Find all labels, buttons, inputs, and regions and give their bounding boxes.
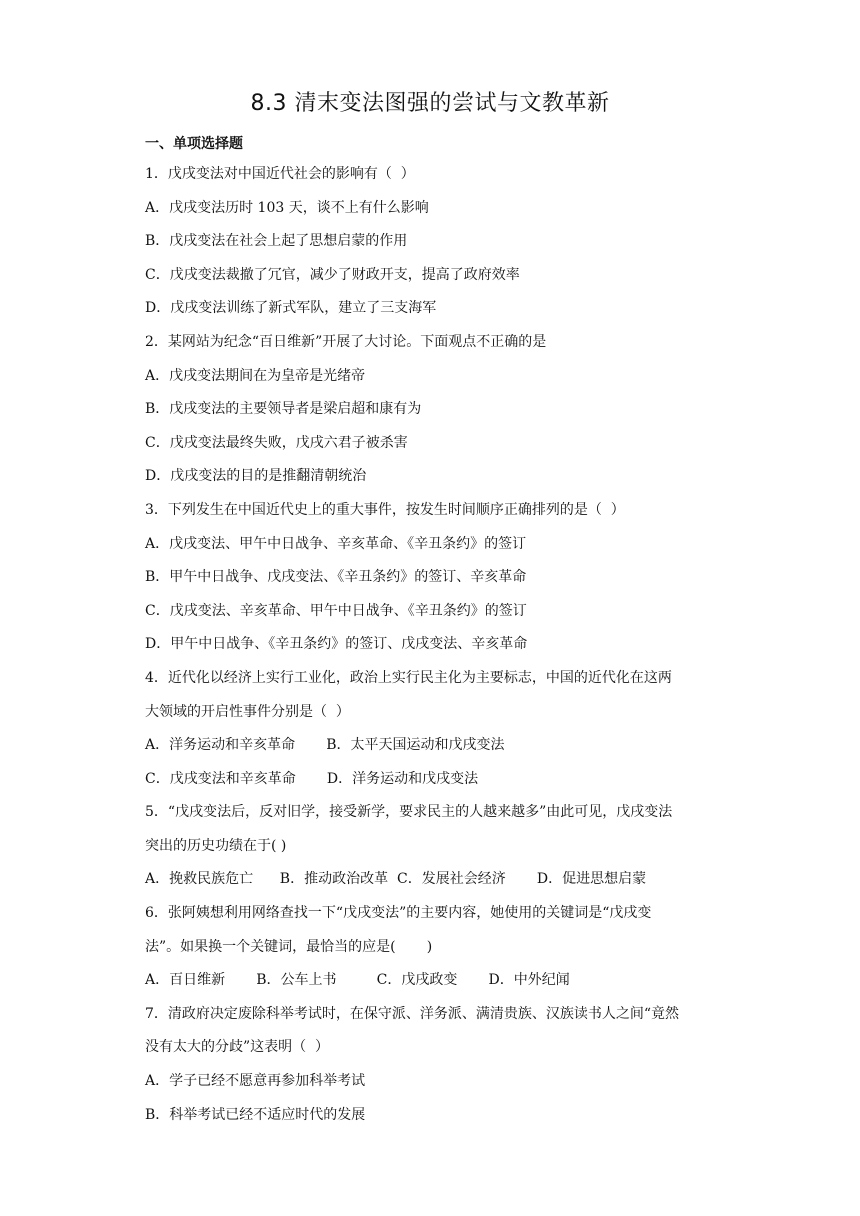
line-text: 突出的历史功绩在于( ) (145, 837, 287, 854)
line-text: 2．某网站为纪念“百日维新”开展了大讨论。下面观点不正确的是 (145, 333, 547, 350)
line-text: C．戊戌变法最终失败，戊戌六君子被杀害 (145, 434, 408, 451)
text-line (145, 628, 725, 662)
text-line (145, 225, 725, 259)
line-text: A．学子已经不愿意再参加科举考试 (145, 1073, 366, 1090)
text-line (145, 561, 725, 595)
text-line (145, 964, 725, 998)
line-text: D．戊戌变法训练了新式军队，建立了三支海军 (145, 300, 437, 317)
text-line (145, 292, 725, 326)
line-text: A．戊戌变法历时 103 天，谈不上有什么影响 (145, 199, 429, 216)
text-line (145, 729, 725, 763)
line-text: A．洋务运动和辛亥革命 B．太平天国运动和戊戌变法 (145, 737, 505, 754)
line-text: 4．近代化以经济上实行工业化，政治上实行民主化为主要标志，中国的近代化在这两 (145, 669, 672, 686)
line-text: C．戊戌变法和辛亥革命 D．洋务运动和戊戌变法 (145, 770, 479, 787)
text-line (145, 259, 725, 293)
text-line (145, 1031, 725, 1065)
text-line (145, 763, 725, 797)
text-line (145, 1099, 725, 1133)
line-text: C．戊戌变法、辛亥革命、甲午中日战争、《辛丑条约》的签订 (145, 602, 527, 619)
line-text: A．百日维新 B．公车上书 C．戊戌政变 D．中外纪闻 (145, 972, 570, 989)
text-line (145, 696, 725, 730)
text-line (145, 863, 725, 897)
text-line (145, 1065, 725, 1099)
text-line (145, 192, 725, 226)
line-text: B．戊戌变法在社会上起了思想启蒙的作用 (145, 233, 408, 250)
line-text: 6．张阿姨想利用网络查找一下“戊戌变法”的主要内容，她使用的关键词是“戊戌变 (145, 905, 652, 922)
text-line (145, 595, 725, 629)
text-line (145, 460, 725, 494)
line-text: A．戊戌变法、甲午中日战争、辛亥革命、《辛丑条约》的签订 (145, 535, 527, 552)
line-text: 5．“戊戌变法后，反对旧学，接受新学，要求民主的人越来越多”由此可见，戊戌变法 (145, 804, 673, 821)
text-line (145, 393, 725, 427)
line-text: D．戊戌变法的目的是推翻清朝统治 (145, 468, 367, 485)
text-line (145, 931, 725, 965)
text-line (145, 796, 725, 830)
line-text: 7．清政府决定废除科举考试时，在保守派、洋务派、满清贵族、汉族读书人之间“竟然 (145, 1005, 680, 1022)
text-line (145, 360, 725, 394)
line-text: 没有太大的分歧”这表明（ ） (145, 1039, 330, 1056)
line-text: 3．下列发生在中国近代史上的重大事件，按发生时间顺序正确排列的是（ ） (145, 501, 625, 518)
line-text: 1．戊戌变法对中国近代社会的影响有（ ） (145, 166, 415, 182)
line-text: 大领域的开启性事件分别是（ ） (145, 703, 350, 720)
text-line (145, 326, 725, 360)
text-line (145, 830, 725, 864)
text-line (145, 662, 725, 696)
line-text: 法”。如果换一个关键词，最恰当的应是( ) (145, 938, 433, 955)
question-list (145, 158, 725, 1132)
text-line (145, 158, 725, 192)
line-text: A．戊戌变法期间在为皇帝是光绪帝 (145, 367, 366, 384)
line-text: C．戊戌变法裁撤了冗官，减少了财政开支，提高了政府效率 (145, 266, 520, 283)
line-text: D．甲午中日战争、《辛丑条约》的签订、戊戌变法、辛亥革命 (145, 636, 528, 653)
section-heading: 一、单项选择题 (145, 136, 243, 152)
text-line (145, 998, 725, 1032)
text-line (145, 528, 725, 562)
document-title: 8.3 清末变法图强的尝试与文教革新 (250, 91, 610, 116)
line-text: B．科举考试已经不适应时代的发展 (145, 1106, 366, 1123)
line-text: B．戊戌变法的主要领导者是梁启超和康有为 (145, 401, 422, 418)
line-text: B．甲午中日战争、戊戌变法、《辛丑条约》的签订、辛亥革命 (145, 569, 527, 586)
line-text: A．挽救民族危亡 B．推动政治改革 C．发展社会经济 D．促进思想启蒙 (145, 871, 647, 888)
text-line (145, 427, 725, 461)
text-line (145, 494, 725, 528)
text-line (145, 897, 725, 931)
